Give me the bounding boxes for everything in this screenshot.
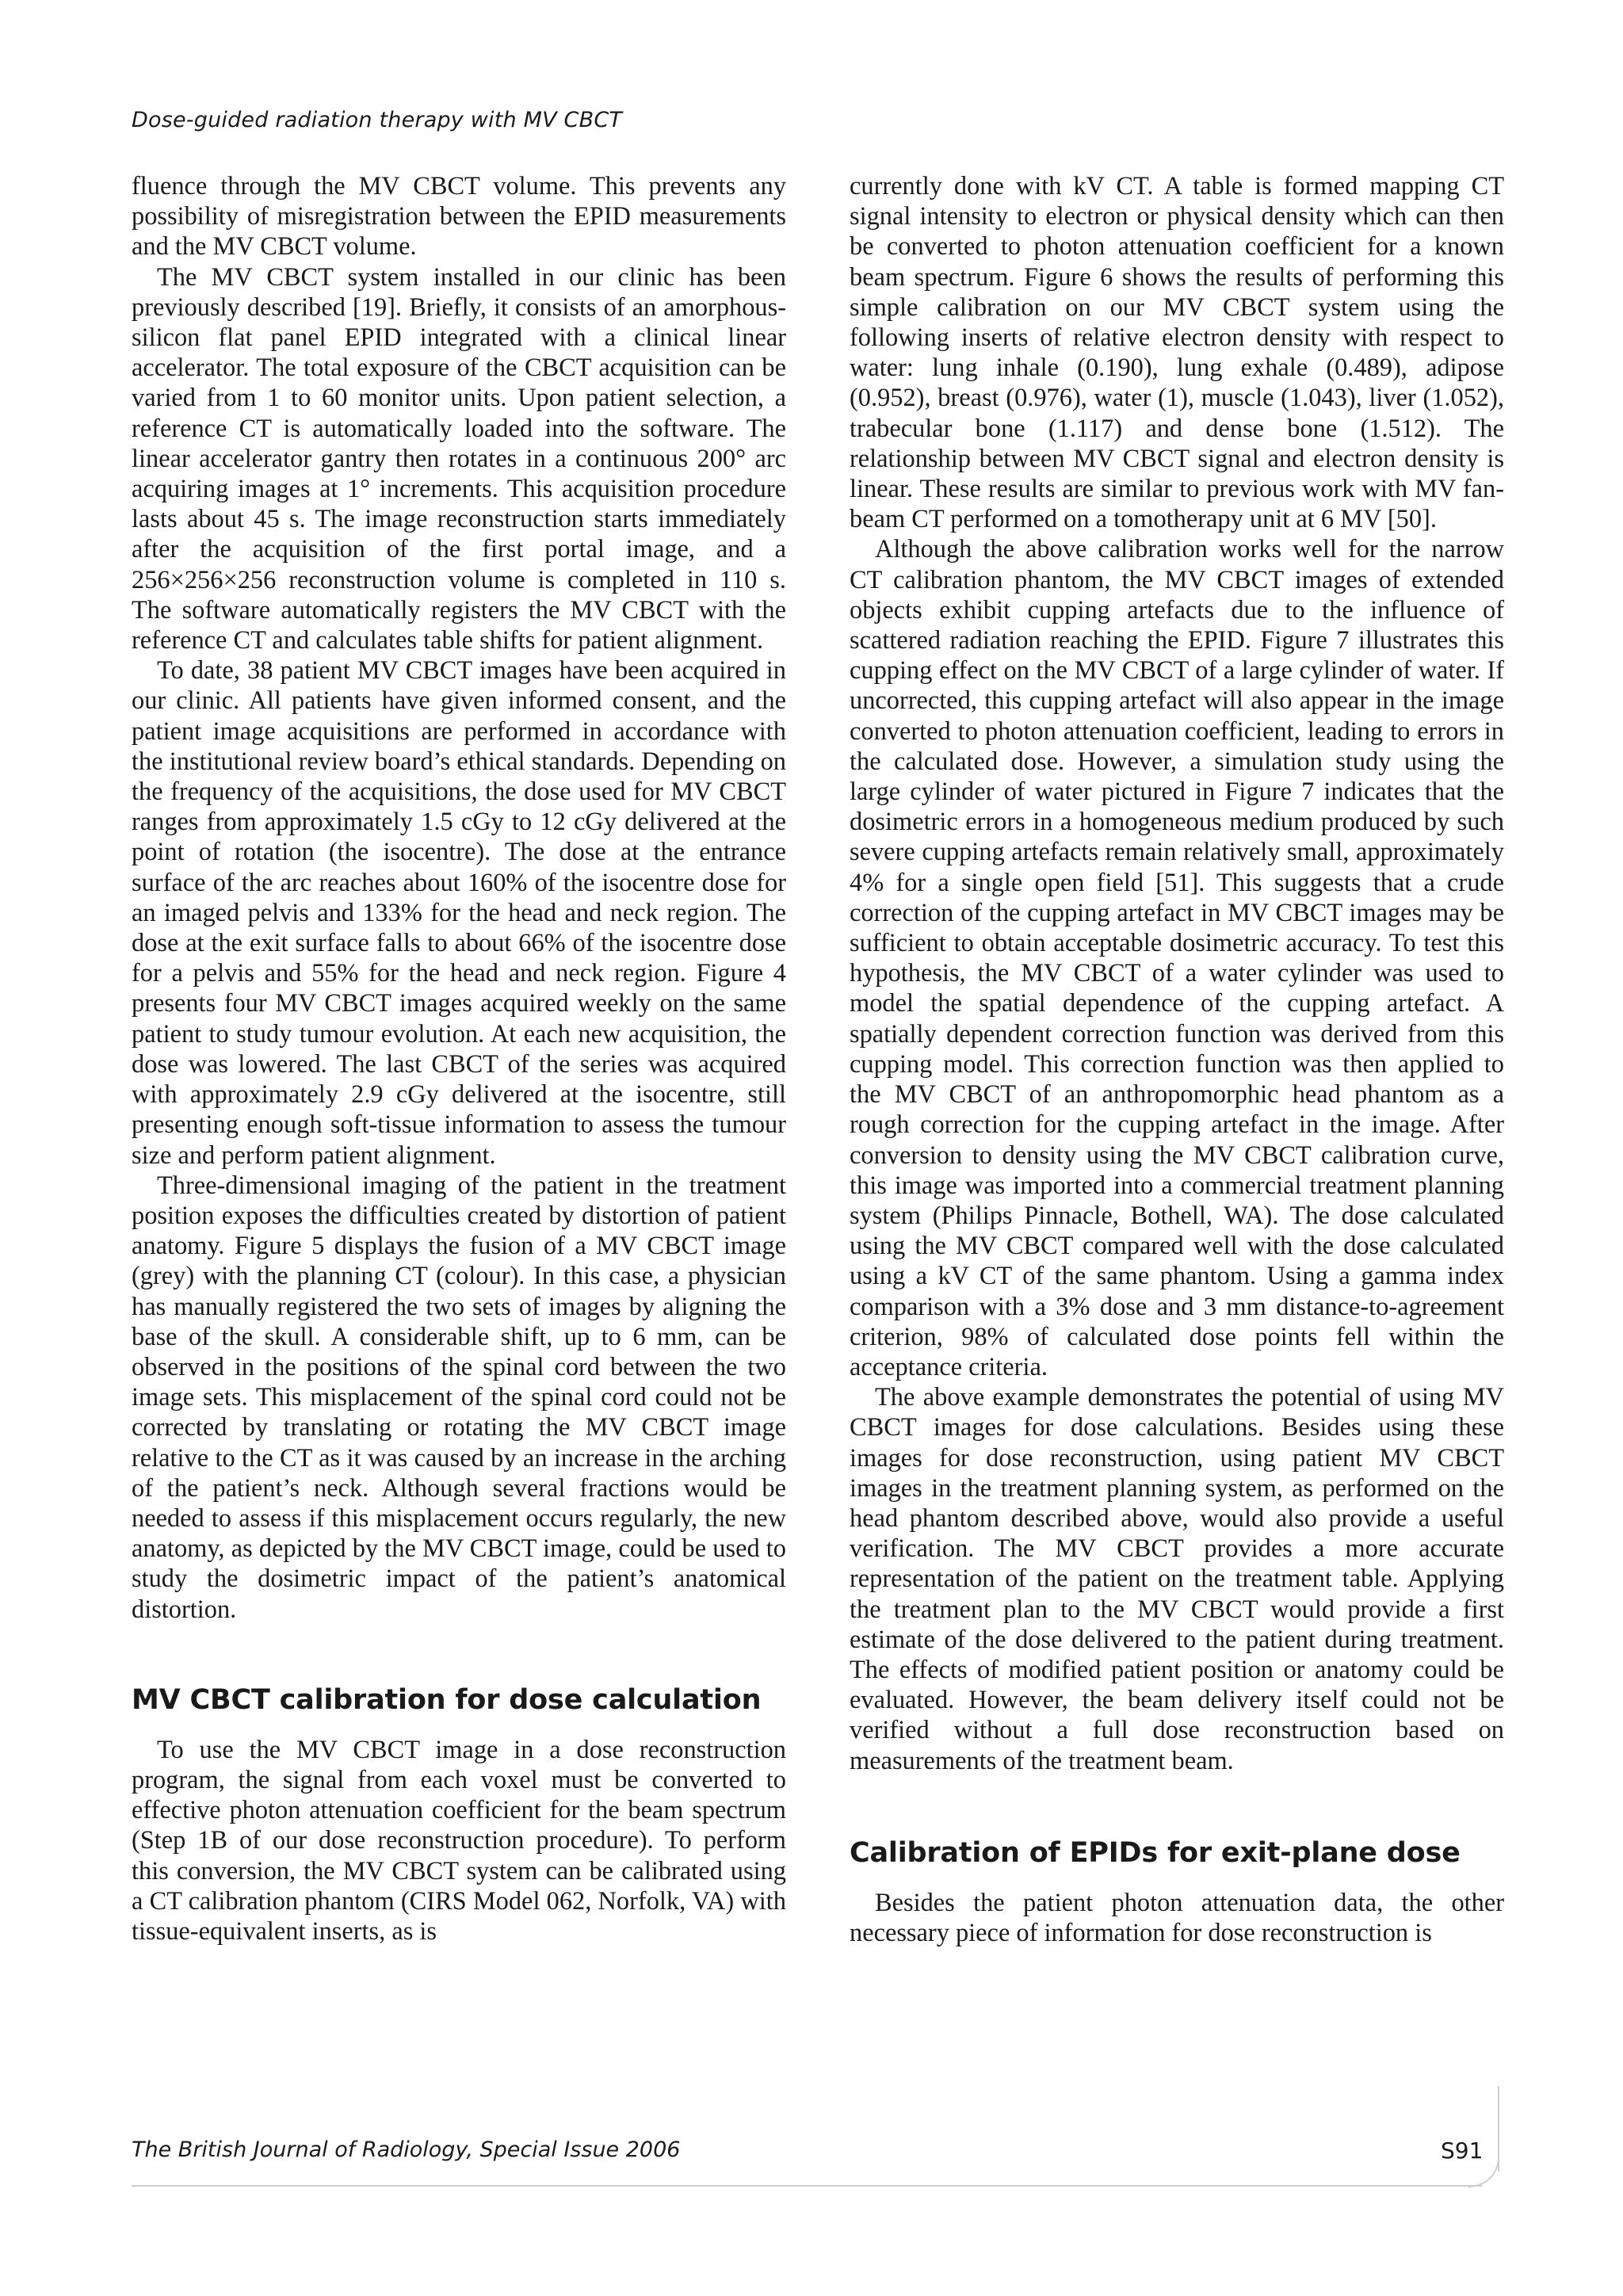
paragraph: Three-dimensional imaging of the patient in the treatment position exposes the difficulties created by distortion of patient anatomy. Figure 5 displays the fusion of a MV CBCT image (grey) with the planning CT (colour). In this case, a physician has manually registered the two sets of images by aligning the base of the skull. A considerable shift, up to 6 mm, can be observed in the positions of the spinal cord between the two image sets. This misplacement of the spinal cord could not be corrected by translating or rotating the MV CBCT image relative to the CT as it was caused by an increase in the arching of the patient’s neck. Although several fractions would be needed to assess if this misplacement occurs regularly, the new anatomy, as depicted by the MV CBCT image, could be used to study the dosimetric impact of the patient’s anatomical distortion.	[132, 1171, 786, 1624]
paragraph: The MV CBCT system installed in our clinic has been previously described [19]. Briefly, it consists of an amorphous-silicon flat panel EPID integrated with a clinical linear accelerator. The total exposure of the CBCT acquisition can be varied from 1 to 60 monitor units. Upon patient selection, a reference CT is automatically loaded into the software. The linear accelerator gantry then rotates in a continuous 200° arc acquiring images at 1° increments. This acquisition procedure lasts about 45 s. The image reconstruction starts immediately after the acquisition of the first portal image, and a 256×256×256 reconstruction volume is completed in 110 s. The software automatically registers the MV CBCT with the reference CT and calculates table shifts for patient alignment.	[132, 262, 786, 655]
paragraph: To use the MV CBCT image in a dose reconstruction program, the signal from each voxel must be converted to effective photon attenuation coefficient for the beam spectrum (Step 1B of our dose reconstruction procedure). To perform this conversion, the MV CBCT system can be calibrated using a CT calibration phantom (CIRS Model 062, Norfolk, VA) with tissue-equivalent inserts, as is	[132, 1735, 786, 1946]
footer-corner	[1468, 2156, 1499, 2187]
section-heading: Calibration of EPIDs for exit-plane dose	[850, 1836, 1461, 1869]
paragraph: The above example demonstrates the potential of using MV CBCT images for dose calculations. Besides using these images for dose reconstruction, using patient MV CBCT images in the treatment planning system, as performed on the head phantom described above, would also provide a useful verification. The MV CBCT provides a more accurate representation of the patient on the treatment table. Applying the treatment plan to the MV CBCT would provide a first estimate of the dose delivered to the patient during treatment. The effects of modified patient position or anatomy could be evaluated. However, the beam delivery itself could not be verified without a full dose reconstruction based on measurements of the treatment beam.	[850, 1383, 1504, 1775]
footer-rule	[132, 2185, 1482, 2187]
paragraph: To date, 38 patient MV CBCT images have been acquired in our clinic. All patients have given informed consent, and the patient image acquisitions are performed in accordance with the institutional review board’s ethical standards. Depending on the frequency of the acquisitions, the dose used for MV CBCT ranges from approximately 1.5 cGy to 12 cGy delivered at the point of rotation (the isocentre). The dose at the entrance surface of the arc reaches about 160% of the isocentre dose for an imaged pelvis and 133% for the head and neck region. The dose at the exit surface falls to about 66% of the isocentre dose for a pelvis and 55% for the head and neck region. Figure 4 presents four MV CBCT images acquired weekly on the same patient to study tumour evolution. At each new acquisition, the dose was lowered. The last CBCT of the series was acquired with approximately 2.9 cGy delivered at the isocentre, still presenting enough soft-tissue information to assess the tumour size and perform patient alignment.	[132, 656, 786, 1170]
paragraph: currently done with kV CT. A table is formed mapping CT signal intensity to electron or physical density which can then be converted to photon attenuation coefficient for a known beam spectrum. Figure 6 shows the results of performing this simple calibration on our MV CBCT system using the following inserts of relative electron density with respect to water: lung inhale (0.190), lung exhale (0.489), adipose (0.952), breast (0.976), water (1), muscle (1.043), liver (1.052), trabecular bone (1.117) and dense bone (1.512). The relationship between MV CBCT signal and electron density is linear. These results are similar to previous work with MV fan-beam CT performed on a tomotherapy unit at 6 MV [50].	[850, 172, 1504, 534]
paragraph: Besides the patient photon attenuation data, the other necessary piece of information for dose reconstruction is	[850, 1888, 1504, 1947]
footer-journal: The British Journal of Radiology, Special Issue 2006	[132, 2137, 681, 2162]
left-column	[132, 171, 786, 1946]
page-number: S91	[1441, 2137, 1484, 2164]
paragraph: fluence through the MV CBCT volume. This prevents any possibility of misregistration between the EPID measurements and the MV CBCT volume.	[132, 172, 786, 262]
section-heading: MV CBCT calibration for dose calculation	[132, 1683, 762, 1716]
right-column	[850, 171, 1504, 1948]
paragraph: Although the above calibration works well for the narrow CT calibration phantom, the MV CBCT images of extended objects exhibit cupping artefacts due to the influence of scattered radiation reaching the EPID. Figure 7 illustrates this cupping effect on the MV CBCT of a large cylinder of water. If uncorrected, this cupping artefact will also appear in the image converted to photon attenuation coefficient, leading to errors in the calculated dose. However, a simulation study using the large cylinder of water pictured in Figure 7 indicates that the dosimetric errors in a homogeneous medium produced by such severe cupping artefacts remain relatively small, approximately 4% for a single open field [51]. This suggests that a crude correction of the cupping artefact in MV CBCT images may be sufficient to obtain acceptable dosimetric accuracy. To test this hypothesis, the MV CBCT of a water cylinder was used to model the spatial dependence of the cupping artefact. A spatially dependent correction function was derived from this cupping model. This correction function was then applied to the MV CBCT of an anthropomorphic head phantom as a rough correction for the cupping artefact in the image. After conversion to density using the MV CBCT calibration curve, this image was imported into a commercial treatment planning system (Philips Pinnacle, Bothell, WA). The dose calculated using the MV CBCT compared well with the dose calculated using a kV CT of the same phantom. Using a gamma index comparison with a 3% dose and 3 mm distance-to-agreement criterion, 98% of calculated dose points fell within the acceptance criteria.	[850, 535, 1504, 1381]
running-header: Dose-guided radiation therapy with MV CBCT	[132, 108, 623, 132]
